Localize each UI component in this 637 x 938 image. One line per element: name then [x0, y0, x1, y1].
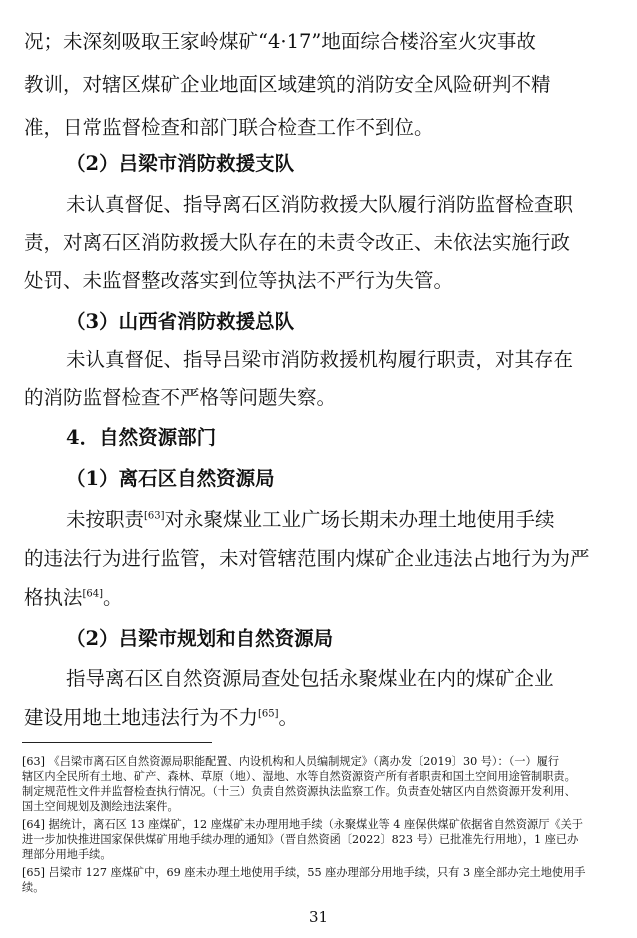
footnote-line: [65] 吕梁市 127 座煤矿中，69 座未办理土地使用手续，55 座办理部分用地手续，只有 3 座全部办完土地使用手 — [22, 866, 586, 879]
footnote-line: 进一步加快推进国家保供煤矿用地手续办理的通知》（晋自然资函〔2022〕823 号）已批准先行用地），1 座已办 — [22, 833, 579, 846]
body-text: 格执法 — [24, 586, 83, 609]
footnote-line: [64] 据统计，离石区 13 座煤矿，12 座煤矿未办理用地手续（永聚煤业等 4 座保供煤矿依据省自然资源厅《关于 — [22, 818, 583, 831]
section-heading: （2）吕梁市规划和自然资源局 — [66, 627, 334, 650]
footnote-line: 理部分用地手续。 — [22, 848, 112, 861]
body-line: 处罚、未监督整改落实到位等执法不严行为失管。 — [24, 269, 454, 292]
footnote-ref: [65] — [258, 708, 279, 720]
body-text: 建设用地土地违法行为不力 — [24, 706, 259, 729]
body-line: 况；未深刻吸取王家岭煤矿“4·17”地面综合楼浴室火灾事故 — [24, 30, 536, 53]
body-text: 。 — [278, 706, 299, 729]
footnote-line: 续。 — [22, 881, 45, 894]
body-line: 责，对离石区消防救援大队存在的未责令改正、未依法实施行政 — [24, 231, 571, 254]
body-line: 指导离石区自然资源局查处包括永聚煤业在内的煤矿企业 — [66, 667, 554, 690]
footnote-line: 辖区内全民所有土地、矿产、森林、草原（地）、湿地、水等自然资源资产所有者职责和国土空间用途管制职责。 — [22, 770, 576, 783]
body-line: 未认真督促、指导离石区消防救援大队履行消防监督检查职 — [66, 193, 574, 216]
section-heading: （1）离石区自然资源局 — [66, 467, 275, 490]
body-line — [66, 508, 637, 532]
body-text: 。 — [103, 586, 123, 609]
footnote-line: [63] 《吕梁市离石区自然资源局职能配置、内设机构和人员编制规定》（离办发〔2019〕30 号）：（一）履行 — [22, 755, 560, 768]
body-line — [24, 586, 614, 610]
footnote-line: 国土空间规划及测绘违法案件。 — [22, 800, 179, 813]
section-heading: 4．自然资源部门 — [66, 426, 217, 449]
footnote-divider — [22, 742, 212, 743]
body-line: 的消防监督检查不严格等问题失察。 — [24, 386, 337, 409]
body-line: 未认真督促、指导吕梁市消防救援机构履行职责，对其存在 — [66, 348, 574, 371]
body-line — [24, 706, 614, 730]
footnote-ref: [63] — [144, 510, 165, 522]
body-text: 未按职责 — [66, 508, 145, 531]
footnote-ref: [64] — [82, 588, 104, 600]
footnote-line: 制定规范性文件并监督检查执行情况。（十三）负责自然资源执法监察工作。负责查处辖区内自然资源开发利用、 — [22, 785, 576, 798]
section-heading: （3）山西省消防救援总队 — [66, 310, 295, 333]
body-text: 对永聚煤业工业广场长期未办理土地使用手续 — [164, 508, 555, 531]
body-line: 准，日常监督检查和部门联合检查工作不到位。 — [24, 116, 434, 139]
page-number: 31 — [308, 908, 329, 926]
body-line: 的违法行为进行监管，未对管辖范围内煤矿企业违法占地行为为严 — [24, 547, 590, 570]
section-heading: （2）吕梁市消防救援支队 — [66, 152, 295, 175]
body-line: 教训，对辖区煤矿企业地面区域建筑的消防安全风险研判不精 — [24, 73, 551, 96]
